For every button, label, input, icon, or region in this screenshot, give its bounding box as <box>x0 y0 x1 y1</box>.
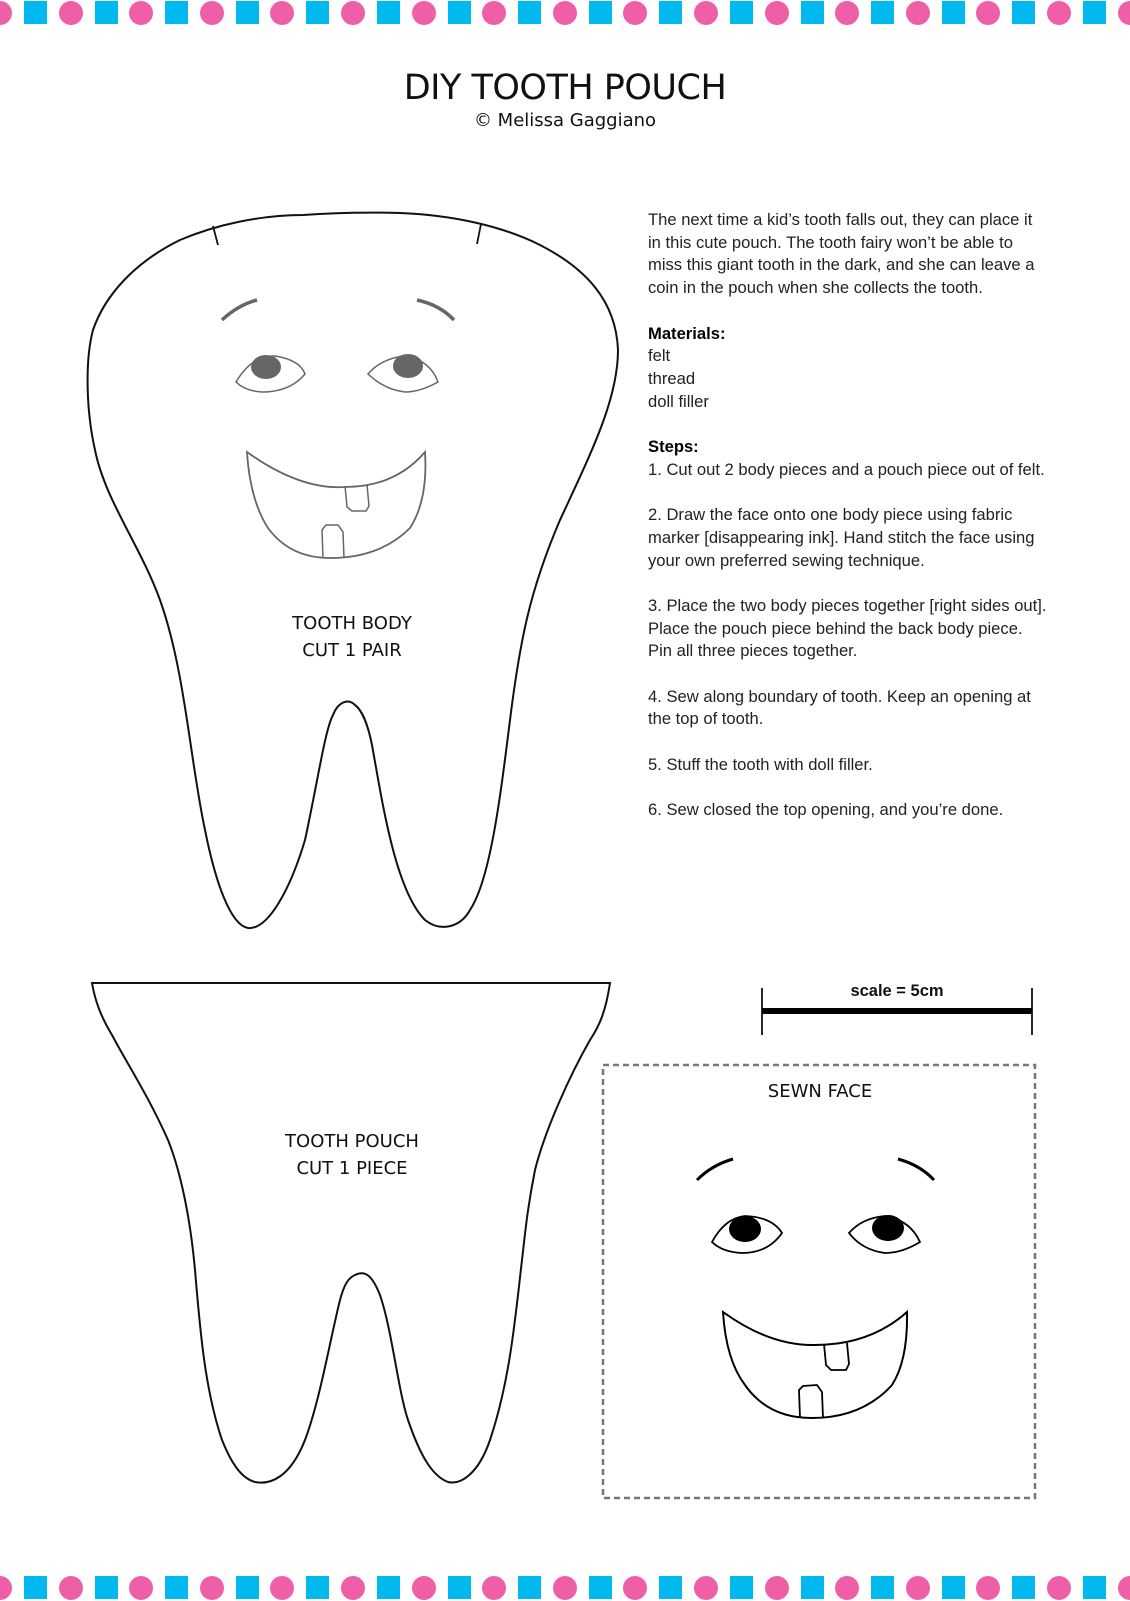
step-item: 5. Stuff the tooth with doll filler. <box>648 754 873 774</box>
notch-mark-right <box>477 224 481 244</box>
tooth-body-outline <box>88 213 618 928</box>
scale-label: scale = 5cm <box>850 982 944 1000</box>
eyebrow-right-icon <box>417 300 454 320</box>
pupil-left-icon <box>729 1216 761 1242</box>
eyebrow-left-icon <box>697 1159 733 1180</box>
eyebrow-right-icon <box>898 1159 934 1180</box>
materials-heading: Materials: <box>648 323 726 343</box>
intro-paragraph: The next time a kid’s tooth falls out, they can place it in this cute pouch. The tooth fairy won’t be able to miss this giant tooth in the dark, and she can leave a coin in the pouch when she collects the tooth. <box>648 210 1035 298</box>
tooth-pouch-label <box>252 1128 452 1182</box>
steps-heading: Steps: <box>648 437 699 456</box>
tooth-pouch-label-line1: TOOTH POUCH <box>285 1131 419 1152</box>
step-item: 3. Place the two body pieces together [right sides out]. Place the pouch piece behind the back body piece. Pin all three pieces together. <box>648 595 1047 661</box>
body-face-guide <box>222 300 454 558</box>
author-credit: © Melissa Gaggiano <box>473 110 657 131</box>
notch-mark-left <box>213 226 218 245</box>
material-item: felt <box>648 346 671 366</box>
tooth-pouch-label-line2: CUT 1 PIECE <box>296 1158 408 1179</box>
tooth-pouch-outline <box>92 983 610 1483</box>
pupil-right-icon <box>872 1215 904 1241</box>
pupil-right-icon <box>393 354 423 378</box>
pupil-left-icon <box>251 355 281 379</box>
tooth-body-label-line1: TOOTH BODY <box>292 613 412 634</box>
tooth-body-label-line2: CUT 1 PAIR <box>302 640 402 661</box>
material-item: thread <box>648 368 696 388</box>
mouth-icon <box>723 1312 907 1418</box>
sewn-face <box>697 1159 934 1418</box>
step-item: 4. Sew along boundary of tooth. Keep an opening at the top of tooth. <box>648 686 1031 729</box>
step-item: 1. Cut out 2 body pieces and a pouch piece out of felt. <box>648 459 1045 479</box>
step-item: 6. Sew closed the top opening, and you’re done. <box>648 800 1004 820</box>
tooth-body-label <box>252 610 452 664</box>
material-item: doll filler <box>648 391 709 411</box>
page-title: DIY TOOTH POUCH <box>403 68 727 108</box>
mouth-icon <box>247 452 425 558</box>
sewn-face-label: SEWN FACE <box>767 1081 873 1102</box>
eyebrow-left-icon <box>222 300 257 320</box>
step-item: 2. Draw the face onto one body piece using fabric marker [disappearing ink]. Hand stitch the face using your own preferred sewing technique. <box>648 505 1035 570</box>
sewn-face-box <box>603 1065 1035 1498</box>
